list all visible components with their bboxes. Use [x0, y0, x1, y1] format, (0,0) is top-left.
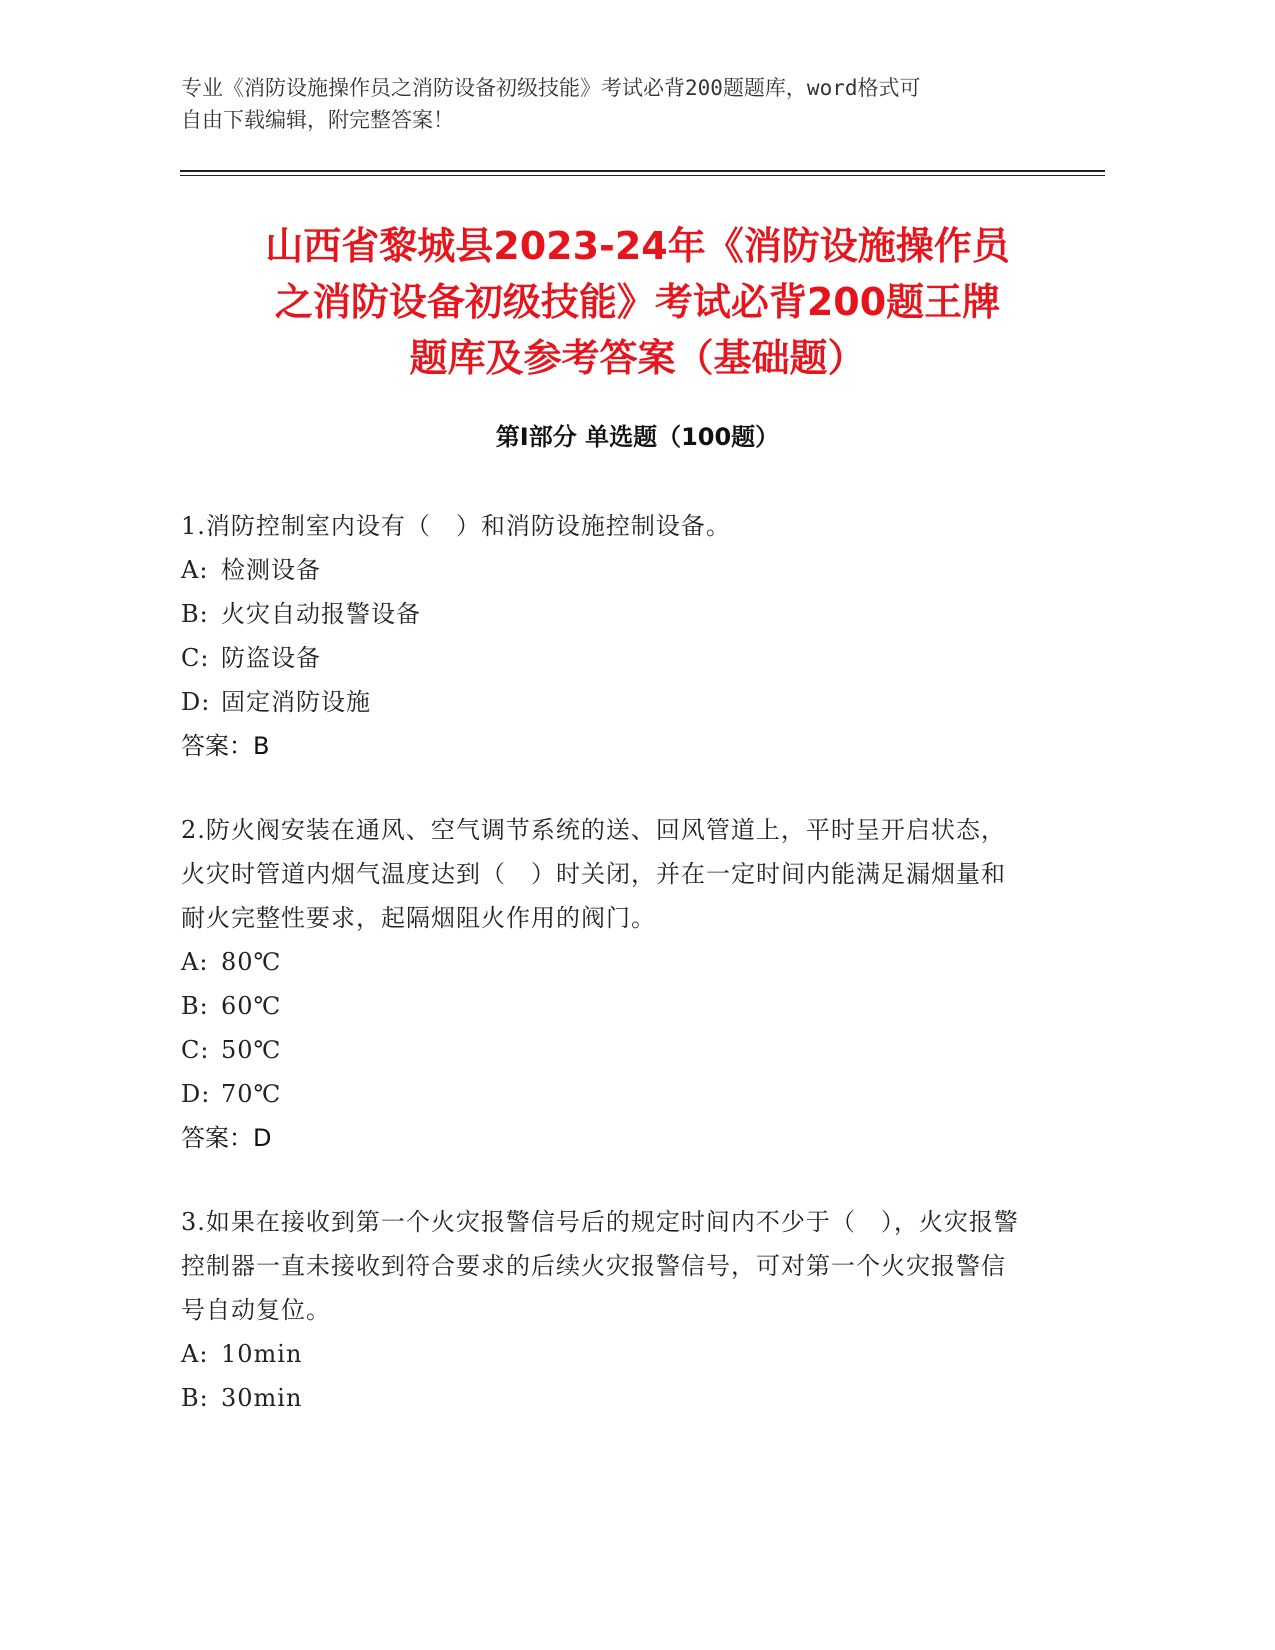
header-note-line-2: 自由下载编辑，附完整答案！ — [181, 108, 454, 132]
option-c — [181, 1028, 1021, 1072]
header-divider-thick — [180, 170, 1105, 172]
document-title-line-1: 山西省黎城县2023-24年《消防设施操作员 — [265, 224, 1010, 268]
header-divider-thin — [180, 175, 1105, 176]
option-b — [181, 1376, 1021, 1420]
option-c — [181, 636, 1021, 680]
option-text: 50℃ — [221, 1036, 282, 1064]
question-text: 2.防火阀安装在通风、空气调节系统的送、回风管道上，平时呈开启状态，火灾时管道内烟气温度达到（ ）时关闭，并在一定时间内能满足漏烟量和耐火完整性要求，起隔烟阻火作用的阀门。 — [181, 816, 1006, 932]
option-label: D: — [181, 688, 211, 716]
option-text: 10min — [221, 1340, 303, 1368]
option-text: 80℃ — [221, 948, 282, 976]
document-title-line-2: 之消防设备初级技能》考试必背200题王牌 — [274, 280, 1001, 324]
option-d — [181, 680, 1021, 724]
option-label: A: — [181, 948, 209, 976]
header-note-line-1: 专业《消防设施操作员之消防设备初级技能》考试必背200题题库，word格式可 — [181, 76, 921, 100]
option-label: A: — [181, 1340, 209, 1368]
option-b — [181, 984, 1021, 1028]
question-text: 1.消防控制室内设有（ ）和消防设施控制设备。 — [181, 512, 731, 540]
option-text: 30min — [221, 1384, 303, 1412]
section-heading: 第Ⅰ部分 单选题（100题） — [495, 423, 780, 451]
option-text: 检测设备 — [221, 556, 321, 584]
answer: 答案：B — [181, 732, 270, 760]
question-2 — [181, 808, 1021, 1160]
option-a — [181, 548, 1021, 592]
option-label: D: — [181, 1080, 211, 1108]
header-note — [181, 72, 1041, 136]
document-title-line-3: 题库及参考答案（基础题） — [409, 336, 866, 380]
question-1 — [181, 504, 1021, 768]
option-d — [181, 1072, 1021, 1116]
option-text: 防盗设备 — [221, 644, 321, 672]
option-label: A: — [181, 556, 209, 584]
option-text: 固定消防设施 — [221, 688, 371, 716]
question-text: 3.如果在接收到第一个火灾报警信号后的规定时间内不少于（ ），火灾报警控制器一直未接收到符合要求的后续火灾报警信号，可对第一个火灾报警信号自动复位。 — [181, 1208, 1019, 1324]
option-label: C: — [181, 644, 210, 672]
option-a — [181, 1332, 1021, 1376]
option-text: 火灾自动报警设备 — [221, 600, 421, 628]
document-title — [150, 218, 1125, 386]
option-label: B: — [181, 1384, 209, 1412]
answer: 答案：D — [181, 1124, 272, 1152]
option-text: 70℃ — [221, 1080, 282, 1108]
option-b — [181, 592, 1021, 636]
option-label: B: — [181, 600, 209, 628]
option-label: C: — [181, 1036, 210, 1064]
option-label: B: — [181, 992, 209, 1020]
question-3 — [181, 1200, 1021, 1420]
question-list — [181, 504, 1021, 1460]
option-text: 60℃ — [221, 992, 282, 1020]
option-a — [181, 940, 1021, 984]
